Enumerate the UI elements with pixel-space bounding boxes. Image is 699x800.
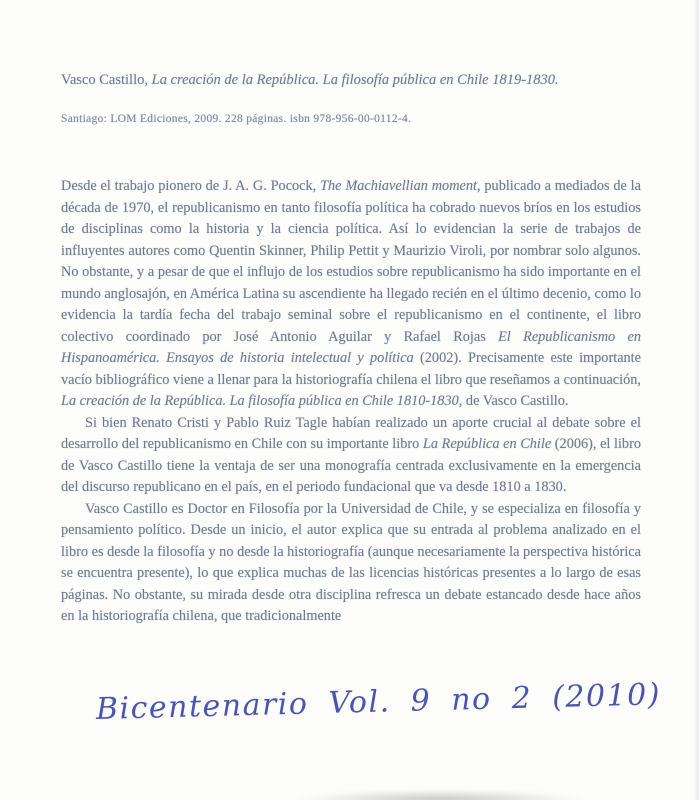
scan-edge-shading bbox=[693, 0, 699, 800]
text-run: (2002). Precisamente este importante vacío bibliográfico viene a llenar para la historiografía chilena el libro que reseñamos a continuación, bbox=[61, 350, 642, 388]
bibliographic-heading bbox=[61, 70, 641, 91]
text-run: Si bien Renato Cristi y Pablo Ruiz Tagle habían realizado un aporte crucial al debate sobre el desarrollo del republicanismo en Chile con su importante libro bbox=[61, 414, 641, 452]
text-run: (2006), el libro de Vasco Castillo tiene la ventaja de ser una monografía centrada exclusivamente en la emergencia del discurso republicano en el país, en el periodo fundacional que va desde 1810 a 1830. bbox=[61, 436, 641, 495]
body-paragraph bbox=[61, 176, 641, 413]
text-run: Desde el trabajo pionero de J. A. G. Pocock, bbox=[61, 178, 321, 194]
text-run: Vasco Castillo es Doctor en Filosofía por la Universidad de Chile, y se especializa en filosofía y pensamiento político. Desde un inicio, el autor explica que su entrada al problema analizado en el libro es desde la filosofía y no desde la historiografía (aunque necesariamente la perspectiva histórica se encuentra presente), lo que explica muchas de las licencias históricas presentes a lo largo de esas páginas. No obstante, su mirada desde otra disciplina refresca un debate estancado desde hace años en la historiografía chilena, que tradicionalmente bbox=[61, 500, 641, 624]
scan-shadow bbox=[300, 790, 580, 800]
italic-run: El Republicanismo en Hispanoamérica. Ensayos de historia intelectual y política bbox=[61, 328, 641, 366]
text-run: , de Vasco Castillo. bbox=[458, 393, 569, 409]
italic-run: La República en Chile bbox=[422, 436, 552, 452]
book-title: La creación de la República. La filosofía pública en Chile 1819-1830. bbox=[151, 72, 559, 88]
body-paragraph bbox=[61, 413, 641, 499]
book-author: Vasco Castillo, bbox=[61, 72, 152, 88]
review-body bbox=[61, 176, 641, 628]
text-run: , publicado a mediados de la década de 1970, el republicanismo en tanto filosofía política ha cobrado nuevos bríos en los estudios de disciplinas como la historia y la ciencia política. Así lo evidencian la serie de trabajos de influyentes autores como Quentin Skinner, Philip Pettit y Maurizio Viroli, por nombrar solo algunos. No obstante, y a pesar de que el influjo de los estudios sobre republicanismo ha sido importante en el mundo anglosajón, en América Latina su ascendiente ha llegado recién en el último decenio, como lo evidencia la tardía fecha del trabajo seminal sobre el republicanismo en el continente, el libro colectivo coordinado por José Antonio Aguilar y Rafael Rojas bbox=[61, 178, 641, 345]
italic-run: La creación de la República. La filosofía pública en Chile 1810-1830 bbox=[61, 393, 459, 409]
handwritten-annotation: Bicentenario Vol. 9 no 2 (2010) bbox=[95, 677, 662, 727]
body-paragraph bbox=[61, 499, 641, 628]
italic-run: The Machiavellian moment bbox=[320, 178, 477, 194]
imprint-line: Santiago: LOM Ediciones, 2009. 228 páginas. isbn 978-956-00-0112-4. bbox=[61, 113, 412, 125]
